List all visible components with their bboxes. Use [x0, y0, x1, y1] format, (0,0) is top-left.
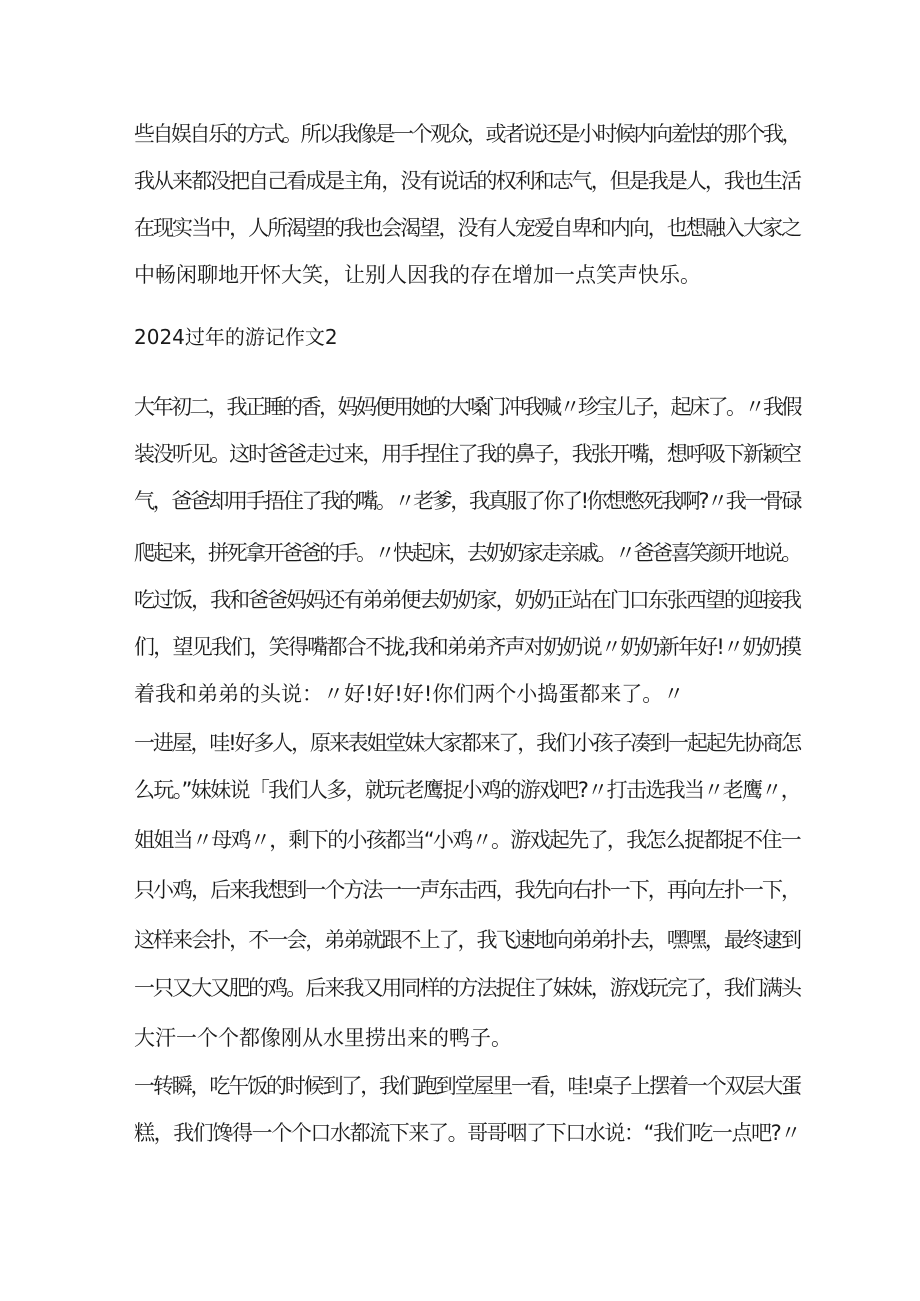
paragraph-3-line-1: 一进屋，哇!好多人，原来表姐堂妹大家都来了，我们小孩子凑到一起起先协商怎	[134, 731, 801, 755]
paragraph-2-line-1: 大年初二，我正睡的香，妈妈便用她的大嗓门冲我喊〃珍宝儿子，起床了。〃我假	[134, 395, 800, 419]
paragraph-2-line-3: 气，爸爸却用手捂住了我的嘴。〃老爹，我真服了你了!你想憋死我啊?〃我一骨碌	[134, 489, 801, 513]
paragraph-3-line-2: 么玩。”妹妹说「我们人多，就玩老鹰捉小鸡的游戏吧?〃打击选我当〃老鹰〃，	[134, 778, 801, 802]
paragraph-1-line-3: 在现实当中，人所渴望的我也会渴望，没有人宠爱自卑和内向，也想融入大家之	[134, 216, 801, 240]
paragraph-3-line-4: 只小鸡，后来我想到一个方法一一声东击西，我先向右扑一下，再向左扑一下，	[134, 878, 801, 902]
paragraph-3-line-7: 大汗一个个都像刚从水里捞出来的鸭子。	[134, 1026, 512, 1050]
paragraph-4-line-1: 一转瞬，吃午饭的时候到了，我们跑到堂屋里一看，哇!桌子上摆着一个双层大蛋	[134, 1074, 801, 1098]
paragraph-3-line-5: 这样来会扑，不一会，弟弟就跟不上了，我飞速地向弟弟扑去，嘿嘿，最终逮到	[134, 928, 801, 952]
paragraph-4-line-2: 糕，我们馋得一个个口水都流下来了。哥哥咽了下口水说：“我们吃一点吧?〃	[134, 1121, 801, 1145]
paragraph-1-line-4: 中畅闲聊地开怀大笑，让别人因我的存在增加一点笑声快乐。	[134, 263, 701, 287]
paragraph-2-line-5: 吃过饭，我和爸爸妈妈还有弟弟便去奶奶家，奶奶正站在门口东张西望的迎接我	[134, 588, 801, 612]
paragraph-1-line-2: 我从来都没把自己看成是主角，没有说话的权利和志气，但是我是人，我也生活	[134, 169, 801, 193]
paragraph-2-line-6: 们，望见我们，笑得嘴都合不拢,我和弟弟齐声对奶奶说〃奶奶新年好!〃奶奶摸	[134, 635, 801, 659]
paragraph-3-line-6: 一只又大又肥的鸡。后来我又用同样的方法捉住了妹妹，游戏玩完了，我们满头	[134, 976, 801, 1000]
section-heading: 2024过年的游记作文2	[134, 325, 338, 349]
paragraph-1-line-1: 些自娱自乐的方式。所以我像是一个观众，或者说还是小时候内向羞怯的那个我，	[134, 122, 800, 146]
paragraph-2-line-4: 爬起来，拼死拿开爸爸的手。〃快起床，去奶奶家走亲戚。〃爸爸喜笑颜开地说。	[134, 541, 800, 565]
paragraph-2-line-7: 着我和弟弟的头说：〃好!好!好!你们两个小捣蛋都来了。〃	[134, 682, 685, 706]
paragraph-2-line-2: 装没听见。这时爸爸走过来，用手捏住了我的鼻子，我张开嘴，想呼吸下新颖空	[134, 442, 801, 466]
paragraph-3-line-3: 姐姐当〃母鸡〃，剩下的小孩都当“小鸡〃。游戏起先了，我怎么捉都捉不住一	[134, 828, 801, 852]
